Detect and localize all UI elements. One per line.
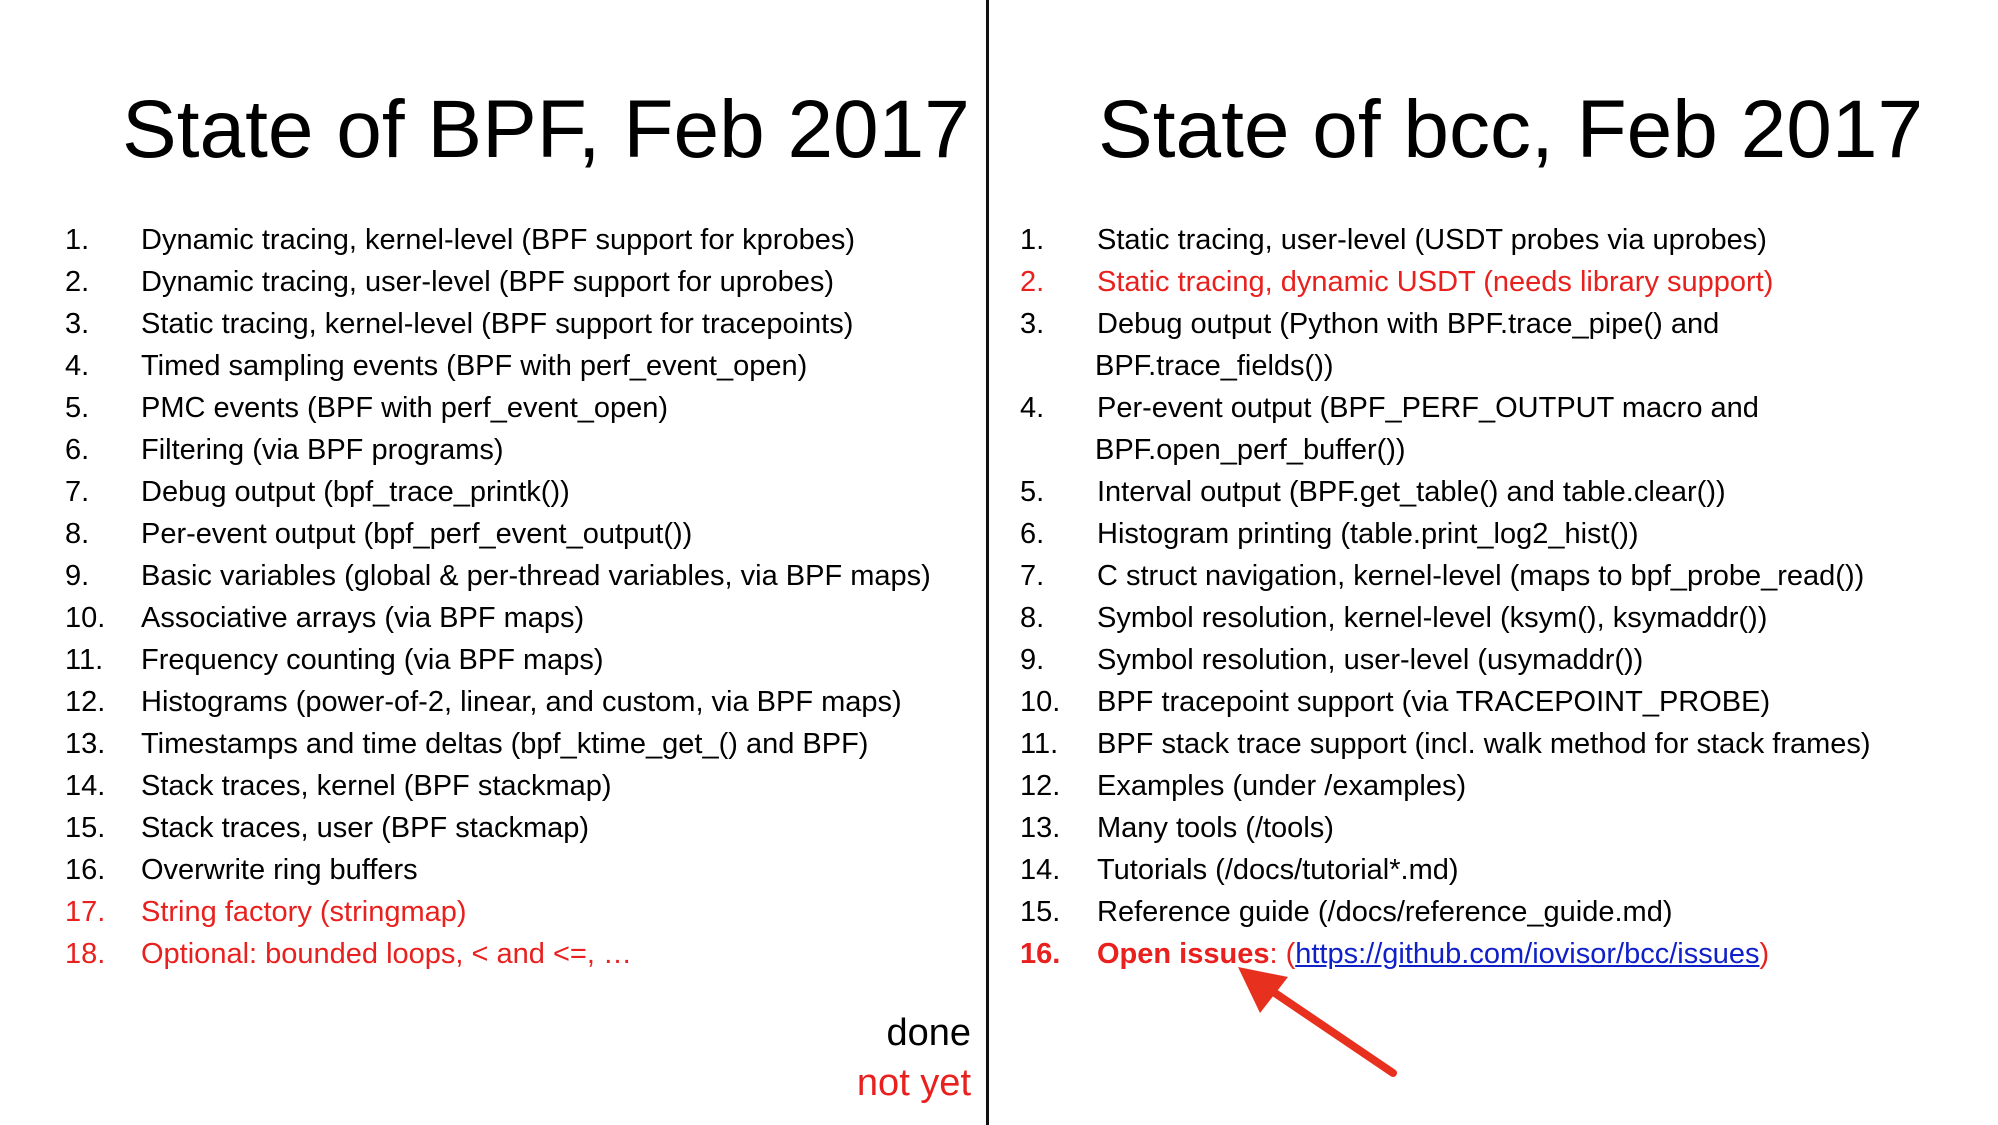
item-number: 7. [1020, 560, 1045, 592]
item-number: 13. [1020, 812, 1061, 844]
item-text: Reference guide (/docs/reference_guide.md) [1097, 896, 1673, 928]
item-text: Histograms (power-of-2, linear, and custom, via BPF maps) [141, 686, 902, 718]
item-number: 5. [65, 392, 90, 424]
item-text: Debug output (bpf_trace_printk()) [141, 476, 570, 508]
item-text: C struct navigation, kernel-level (maps to bpf_probe_read()) [1097, 560, 1865, 592]
item-text: Many tools (/tools) [1097, 812, 1334, 844]
item-number: 2. [1020, 266, 1045, 298]
item-text: PMC events (BPF with perf_event_open) [141, 392, 669, 424]
open-issues-close: ) [1759, 938, 1770, 970]
item-text: Timestamps and time deltas (bpf_ktime_get_() and BPF) [141, 728, 869, 760]
list-item [1020, 219, 1980, 261]
item-text: Stack traces, user (BPF stackmap) [141, 812, 590, 844]
list-item [1020, 891, 1980, 933]
list-item-not-yet [65, 933, 965, 975]
item-number: 12. [65, 686, 106, 718]
open-issues-separator: : ( [1269, 938, 1296, 970]
item-number: 2. [65, 266, 90, 298]
item-text [1097, 387, 1980, 471]
list-item [65, 597, 965, 639]
bcc-features-list [1020, 219, 1980, 975]
legend-not-yet: not yet [856, 1062, 971, 1104]
item-number: 8. [1020, 602, 1045, 634]
item-text-continuation: BPF.open_perf_buffer()) [1095, 434, 1406, 466]
item-text-line: Per-event output (BPF_PERF_OUTPUT macro and [1097, 392, 1759, 424]
item-number: 6. [1020, 518, 1045, 550]
item-text: Dynamic tracing, kernel-level (BPF support for kprobes) [141, 224, 855, 256]
item-number: 4. [65, 350, 90, 382]
item-text-continuation: BPF.trace_fields()) [1095, 350, 1334, 382]
list-item [65, 345, 965, 387]
item-text: Static tracing, kernel-level (BPF support for tracepoints) [141, 308, 854, 340]
item-text: String factory (stringmap) [141, 896, 467, 928]
legend-done: done [886, 1012, 971, 1054]
list-item [65, 261, 965, 303]
item-text: Symbol resolution, kernel-level (ksym(), ksymaddr()) [1097, 602, 1768, 634]
list-item [65, 513, 965, 555]
list-item [65, 681, 965, 723]
item-text: Timed sampling events (BPF with perf_event_open) [141, 350, 808, 382]
item-number: 18. [65, 938, 106, 970]
list-item [65, 387, 965, 429]
list-item-not-yet [65, 891, 965, 933]
item-number: 3. [1020, 308, 1045, 340]
item-number: 3. [65, 308, 90, 340]
item-text [1097, 303, 1980, 387]
item-text: Examples (under /examples) [1097, 770, 1467, 802]
item-number: 9. [65, 560, 90, 592]
item-number: 9. [1020, 644, 1045, 676]
item-number: 8. [65, 518, 90, 550]
item-number: 4. [1020, 392, 1045, 424]
item-text: Tutorials (/docs/tutorial*.md) [1097, 854, 1459, 886]
list-item [1020, 723, 1980, 765]
list-item [1020, 765, 1980, 807]
list-item-not-yet [1020, 261, 1980, 303]
bpf-features-list [65, 219, 965, 975]
item-text: Interval output (BPF.get_table() and table.clear()) [1097, 476, 1726, 508]
item-number: 11. [1020, 728, 1059, 760]
issues-link[interactable]: https://github.com/iovisor/bcc/issues [1295, 938, 1760, 970]
list-item [65, 639, 965, 681]
list-item [1020, 303, 1980, 387]
list-item [65, 765, 965, 807]
list-item [65, 723, 965, 765]
item-text: Per-event output (bpf_perf_event_output()) [141, 518, 693, 550]
item-number: 14. [65, 770, 106, 802]
item-text: Symbol resolution, user-level (usymaddr()) [1097, 644, 1644, 676]
item-number: 1. [1020, 224, 1045, 256]
item-text: Stack traces, kernel (BPF stackmap) [141, 770, 612, 802]
list-item [65, 849, 965, 891]
item-number: 16. [65, 854, 106, 886]
list-item [1020, 681, 1980, 723]
item-text-line: Debug output (Python with BPF.trace_pipe() and [1097, 308, 1720, 340]
item-text: Histogram printing (table.print_log2_hist()) [1097, 518, 1639, 550]
list-item [65, 303, 965, 345]
item-number: 11. [65, 644, 104, 676]
item-number: 15. [1020, 896, 1061, 928]
item-number: 10. [65, 602, 106, 634]
column-divider [986, 0, 989, 1125]
item-text: Frequency counting (via BPF maps) [141, 644, 604, 676]
item-number: 12. [1020, 770, 1061, 802]
list-item [65, 807, 965, 849]
list-item [1020, 513, 1980, 555]
item-text: Associative arrays (via BPF maps) [141, 602, 585, 634]
open-issues-label: Open issues [1097, 938, 1270, 970]
list-item [65, 555, 965, 597]
item-text: Filtering (via BPF programs) [141, 434, 504, 466]
item-text: Static tracing, dynamic USDT (needs library support) [1097, 266, 1774, 298]
item-number: 15. [65, 812, 106, 844]
item-text: BPF stack trace support (incl. walk method for stack frames) [1097, 728, 1871, 760]
item-text: Overwrite ring buffers [141, 854, 418, 886]
list-item [1020, 555, 1980, 597]
list-item [1020, 639, 1980, 681]
list-item [1020, 807, 1980, 849]
list-item [1020, 471, 1980, 513]
arrow-pointing-to-link-icon [1230, 965, 1400, 1080]
item-number: 7. [65, 476, 90, 508]
bcc-state-title: State of bcc, Feb 2017 [1098, 84, 1924, 175]
list-item [1020, 387, 1980, 471]
item-number: 14. [1020, 854, 1061, 886]
item-number: 1. [65, 224, 90, 256]
item-text: Optional: bounded loops, < and <=, … [141, 938, 632, 970]
item-number: 16. [1020, 938, 1061, 970]
item-text: Basic variables (global & per-thread variables, via BPF maps) [141, 560, 931, 592]
item-text: BPF tracepoint support (via TRACEPOINT_PROBE) [1097, 686, 1771, 718]
item-number: 6. [65, 434, 90, 466]
item-number: 5. [1020, 476, 1045, 508]
open-issues-item [1020, 933, 1980, 975]
list-item [65, 471, 965, 513]
item-text: Dynamic tracing, user-level (BPF support for uprobes) [141, 266, 835, 298]
item-number: 10. [1020, 686, 1061, 718]
item-number: 17. [65, 896, 106, 928]
list-item [65, 429, 965, 471]
list-item [65, 219, 965, 261]
list-item [1020, 597, 1980, 639]
item-text: Static tracing, user-level (USDT probes via uprobes) [1097, 224, 1767, 256]
item-number: 13. [65, 728, 106, 760]
bpf-state-title: State of BPF, Feb 2017 [122, 84, 970, 175]
list-item [1020, 849, 1980, 891]
